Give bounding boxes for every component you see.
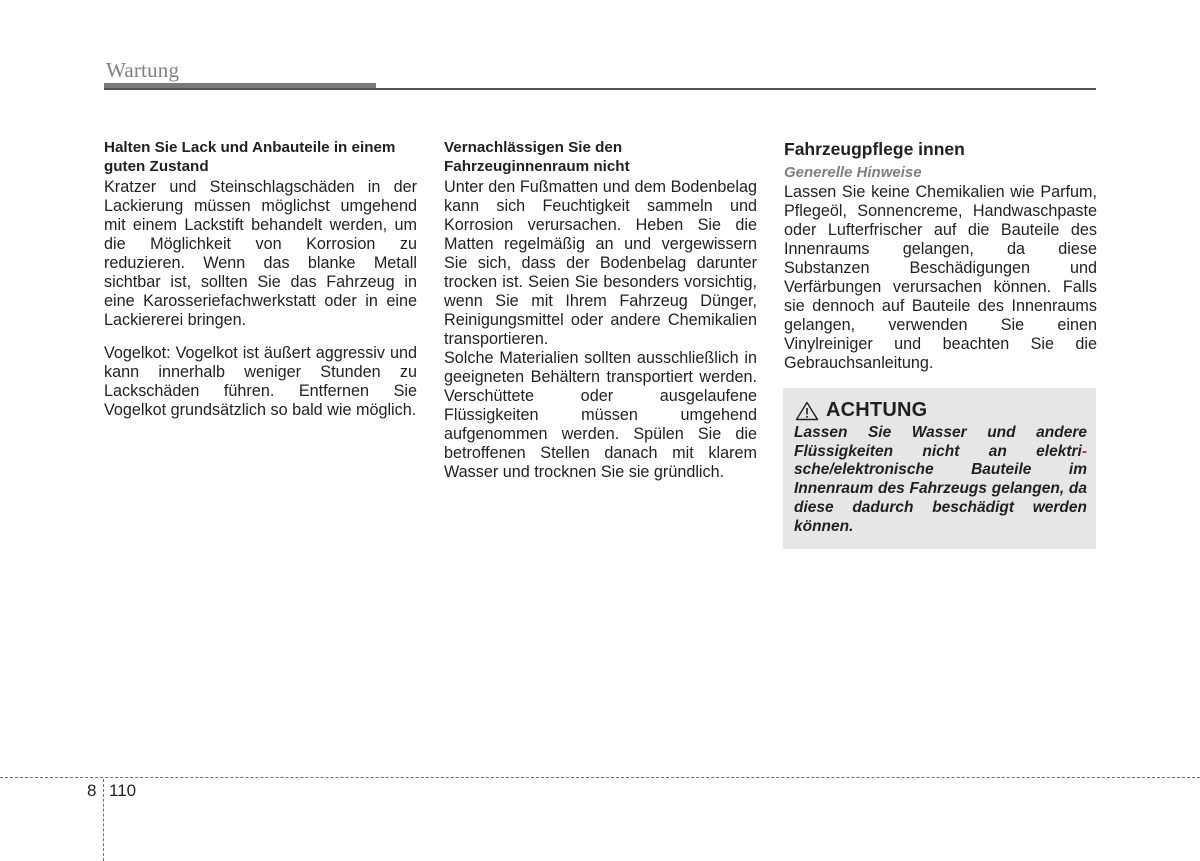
paragraph-scratches: Kratzer und Steinschlagschäden in der Lackierung müssen möglichst umgehend mit einem Lackstift behandelt werden, um die Möglichkeit von Korrosion zu reduzieren. Wenn das blanke Metall sichtbar ist, sollten Sie das Fahrzeug in eine Karosseriefachwerkstatt oder in eine Lackiererei bringen. [104,178,417,329]
header-rule [104,88,1096,90]
heading-interior-care: Fahrzeugpflege innen [784,139,965,159]
warning-text-part2: sche/elektronische Bauteile im Innenraum des Fahrzeugs gelangen, da diese dadurch beschädigt werden können. [794,461,1087,535]
warning-triangle-icon [795,401,819,421]
paragraph-floor-mats: Unter den Fußmatten und dem Bodenbelag kann sich Feuchtigkeit sammeln und Korrosion verursachen. Heben Sie die Matten regelmäßig an und vergewissern Sie sich, dass der Bodenbelag darunter trocken ist. Seien Sie besonders vorsichtig, wenn Sie mit Ihrem Fahrzeug Dünger, Reinigungsmittel oder andere Chemikalien transportieren. [444,178,757,348]
warning-text-part1: Lassen Sie Wasser und andere Flüssigkeiten nicht an elektri [794,424,1087,460]
chapter-number: 8 [87,781,97,800]
warning-header [795,399,927,422]
warning-hyphen: - [1081,442,1087,460]
footer-divider [103,779,104,861]
heading-paint-care: Halten Sie Lack und Anbauteile in einem guten Zustand [104,139,396,175]
warning-text [794,424,1087,536]
paragraph-chemicals-transport: Solche Materialien sollten ausschließlich in geeigneten Behältern transportiert werden. Verschüttete oder ausgelaufene Flüssigkeiten müssen umgehend aufgenommen werden. Spülen Sie die betroffenen Stellen danach mit klarem Wasser und trocknen Sie sie gründlich. [444,349,757,481]
column-interior-care [784,139,1097,373]
paragraph-interior-chemicals: Lassen Sie keine Chemikalien wie Parfum, Pflegeöl, Sonnencreme, Handwaschpaste oder Lufterfrischer auf die Bauteile des Innenraums gelangen, da diese Substanzen Beschädigungen und Verfärbungen verursachen können. Falls sie dennoch auf Bauteile des Innenraums gelangen, verwenden Sie einen Vinylreiniger und beachten Sie die Gebrauchsanleitung. [784,183,1097,372]
warning-title: ACHTUNG [826,399,928,421]
column-paint-care [104,139,417,420]
warning-box [783,388,1096,549]
heading-interior-neglect: Vernachlässigen Sie den Fahrzeuginnenraum nicht [444,139,630,175]
page-number: 110 [109,781,137,800]
paragraph-bird-droppings: Vogelkot: Vogelkot ist äußert aggressiv und kann innerhalb weniger Stunden zu Lackschäden führen. Entfernen Sie Vogelkot grundsätzlich so bald wie möglich. [104,344,417,419]
footer-rule [0,777,1200,778]
column-interior-neglect [444,139,757,482]
section-title: Wartung [106,58,180,82]
subheading-general-notes: Generelle Hinweise [784,164,922,181]
